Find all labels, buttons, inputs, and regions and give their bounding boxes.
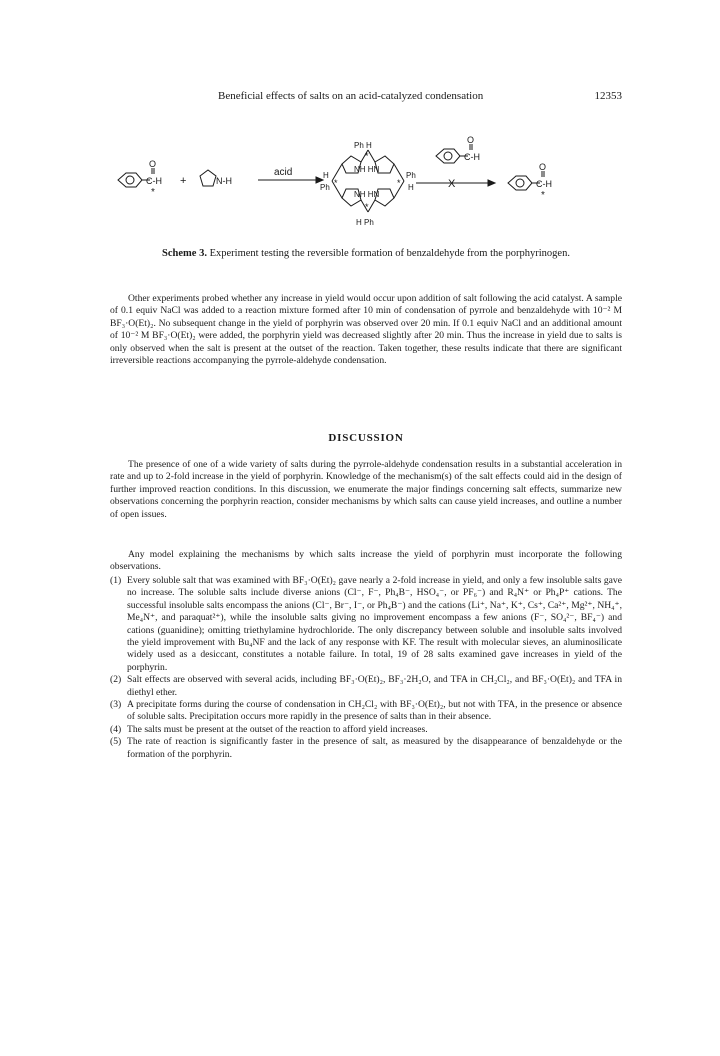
- paragraph-discussion-intro: The presence of one of a wide variety of salts during the pyrrole-aldehyde condensation results in a substantial acceleration in rate and up to 2-fold increase in the yield of porphyrin. Knowledge of the mechanism(s) of the salt effects could aid in the design of further improved reaction conditions. In this discussion, we enumerate the major findings concerning salt effects, summarize new observations concerning the porphyrin reaction, consider mechanisms by which salts can cause yield increases, and outline a number of open issues.: [110, 459, 622, 520]
- label-ph-right: Ph: [406, 171, 416, 180]
- label-star-left-ring: *: [334, 178, 338, 188]
- plus-sign: +: [180, 175, 187, 187]
- scheme-drawing: [110, 128, 622, 236]
- label-ph-h-top: Ph H: [354, 141, 372, 150]
- label-star-bottom: *: [365, 202, 369, 212]
- paragraph-salt-addition: Other experiments probed whether any increase in yield would occur upon addition of salt following the acid catalyst. A sample of 0.1 equiv NaCl was added to a reaction mixture formed after 10 min of condensation of pyrrole and benzaldehyde with 10⁻² M BF₃·O(Et)₂. No subsequent change in the yield of porphyrin was observed over 20 min. If 0.1 equiv NaCl and an additional amount of 10⁻² M BF₃·O(Et)₂ were added, the porphyrin yield was decreased slightly after 20 min. Thus the increase in yield due to salts is only observed when the salt is present at the outset of the reaction. Taken together, these results indicate that there are significant irreversible reactions accompanying the pyrrole-aldehyde condensation.: [110, 293, 622, 367]
- arrow-label-acid: acid: [274, 167, 293, 178]
- benzene-ring-top-right: [436, 149, 460, 163]
- label-nh-hn-bottom: NH HN: [354, 190, 380, 199]
- label-star-top: *: [365, 151, 369, 161]
- formyl-label-right: C-H: [536, 179, 552, 189]
- reaction-scheme: [110, 128, 622, 236]
- formyl-label-top-right: C-H: [464, 152, 480, 162]
- label-nh-hn-top: NH HN: [354, 165, 380, 174]
- formyl-label-left: C-H: [146, 176, 162, 186]
- observation-text: The rate of reaction is significantly faster in the presence of salt, as measured by the disappearance of benzaldehyde or the formation of the porphyrin.: [127, 736, 622, 760]
- label-star-right-ring: *: [397, 178, 401, 188]
- paragraph-model-requirements: Any model explaining the mechanisms by which salts increase the yield of porphyrin must incorporate the following observations.: [110, 549, 622, 573]
- benzene-circle-left: [126, 176, 134, 184]
- caption-text: Experiment testing the reversible formation of benzaldehyde from the porphyrinogen.: [209, 248, 570, 259]
- benzene-ring-left: [118, 173, 142, 187]
- observations-list: [110, 575, 622, 761]
- observation-number: (1): [110, 575, 122, 586]
- page-header: [110, 90, 622, 106]
- observation-text: The salts must be present at the outset of the reaction to afford yield increases.: [127, 723, 428, 735]
- benzene-ring-right: [508, 176, 532, 190]
- label-h-left: H: [323, 171, 329, 180]
- caption-label: Scheme 3.: [162, 248, 207, 259]
- observation-number: (2): [110, 674, 122, 686]
- label-ph-left: Ph: [320, 183, 330, 192]
- label-star-right: *: [541, 190, 545, 201]
- observation-text: Salt effects are observed with several acids, including BF₃·O(Et)₂, BF₃·2H₂O, and TFA in CH₂Cl₂, and BF₃·O(Et)₂ and TFA in diethyl ether.: [127, 674, 622, 698]
- observation-number: (5): [110, 736, 122, 748]
- blocked-mark: X: [448, 178, 456, 190]
- observation-item: [110, 699, 622, 724]
- carbonyl-o-top-right: O: [467, 135, 475, 145]
- observation-item: [110, 736, 622, 761]
- pyrrole-label: N-H: [216, 176, 232, 186]
- carbonyl-o-right: O: [539, 162, 547, 172]
- observation-item: [110, 575, 622, 674]
- label-star-left: *: [151, 187, 155, 198]
- scheme-caption: [110, 248, 622, 259]
- carbonyl-o-left: O: [149, 159, 157, 169]
- section-heading-discussion: DISCUSSION: [328, 432, 404, 444]
- observation-number: (4): [110, 723, 122, 735]
- observation-number: (3): [110, 699, 122, 711]
- pyrrole-ring: [200, 170, 216, 186]
- observation-item: [110, 674, 622, 699]
- page-number: 12353: [594, 90, 622, 102]
- label-h-right: H: [408, 183, 414, 192]
- observation-item: [110, 724, 622, 736]
- label-h-ph-bottom: H Ph: [356, 218, 374, 227]
- observation-text: A precipitate forms during the course of condensation in CH₂Cl₂ with BF₃·O(Et)₂, but not with TFA, in the presence or absence of soluble salts. Precipitation occurs more rapidly in the presence of salts than in their absence.: [127, 699, 622, 723]
- running-title: Beneficial effects of salts on an acid-catalyzed condensation: [218, 90, 484, 102]
- observation-text: Every soluble salt that was examined with BF₃·O(Et)₂ gave nearly a 2-fold increase in yield, and only a few insoluble salts gave no increase. The soluble salts include diverse anions (Cl⁻, F⁻, Ph₄B⁻, HSO₄⁻, or PF₆⁻) and R₄N⁺ or Ph₄P⁺ cations. The successful insoluble salts encompass the anions (Cl⁻, Br⁻, I⁻, or Ph₄B⁻) and the cations (Li⁺, Na⁺, K⁺, Cs⁺, Ca²⁺, Mg²⁺, NH₄⁺, Me₄N⁺, and paraquat²⁺), while the insoluble salts giving no improvement encompass a few anions (F⁻, SO₄²⁻, BF₄⁻) and cations (guanidine); omitting triethylamine hydrochloride. The only discrepancy between soluble and insoluble salts involved the yield improvement with Bu₄NF and the lack of any response with KF. The result with molecular sieves, an aluminosilicate widely used as a desiccant, constitutes a notable failure. In total, 19 of 28 salts examined gave increases in yield of the porphyrin.: [127, 575, 622, 673]
